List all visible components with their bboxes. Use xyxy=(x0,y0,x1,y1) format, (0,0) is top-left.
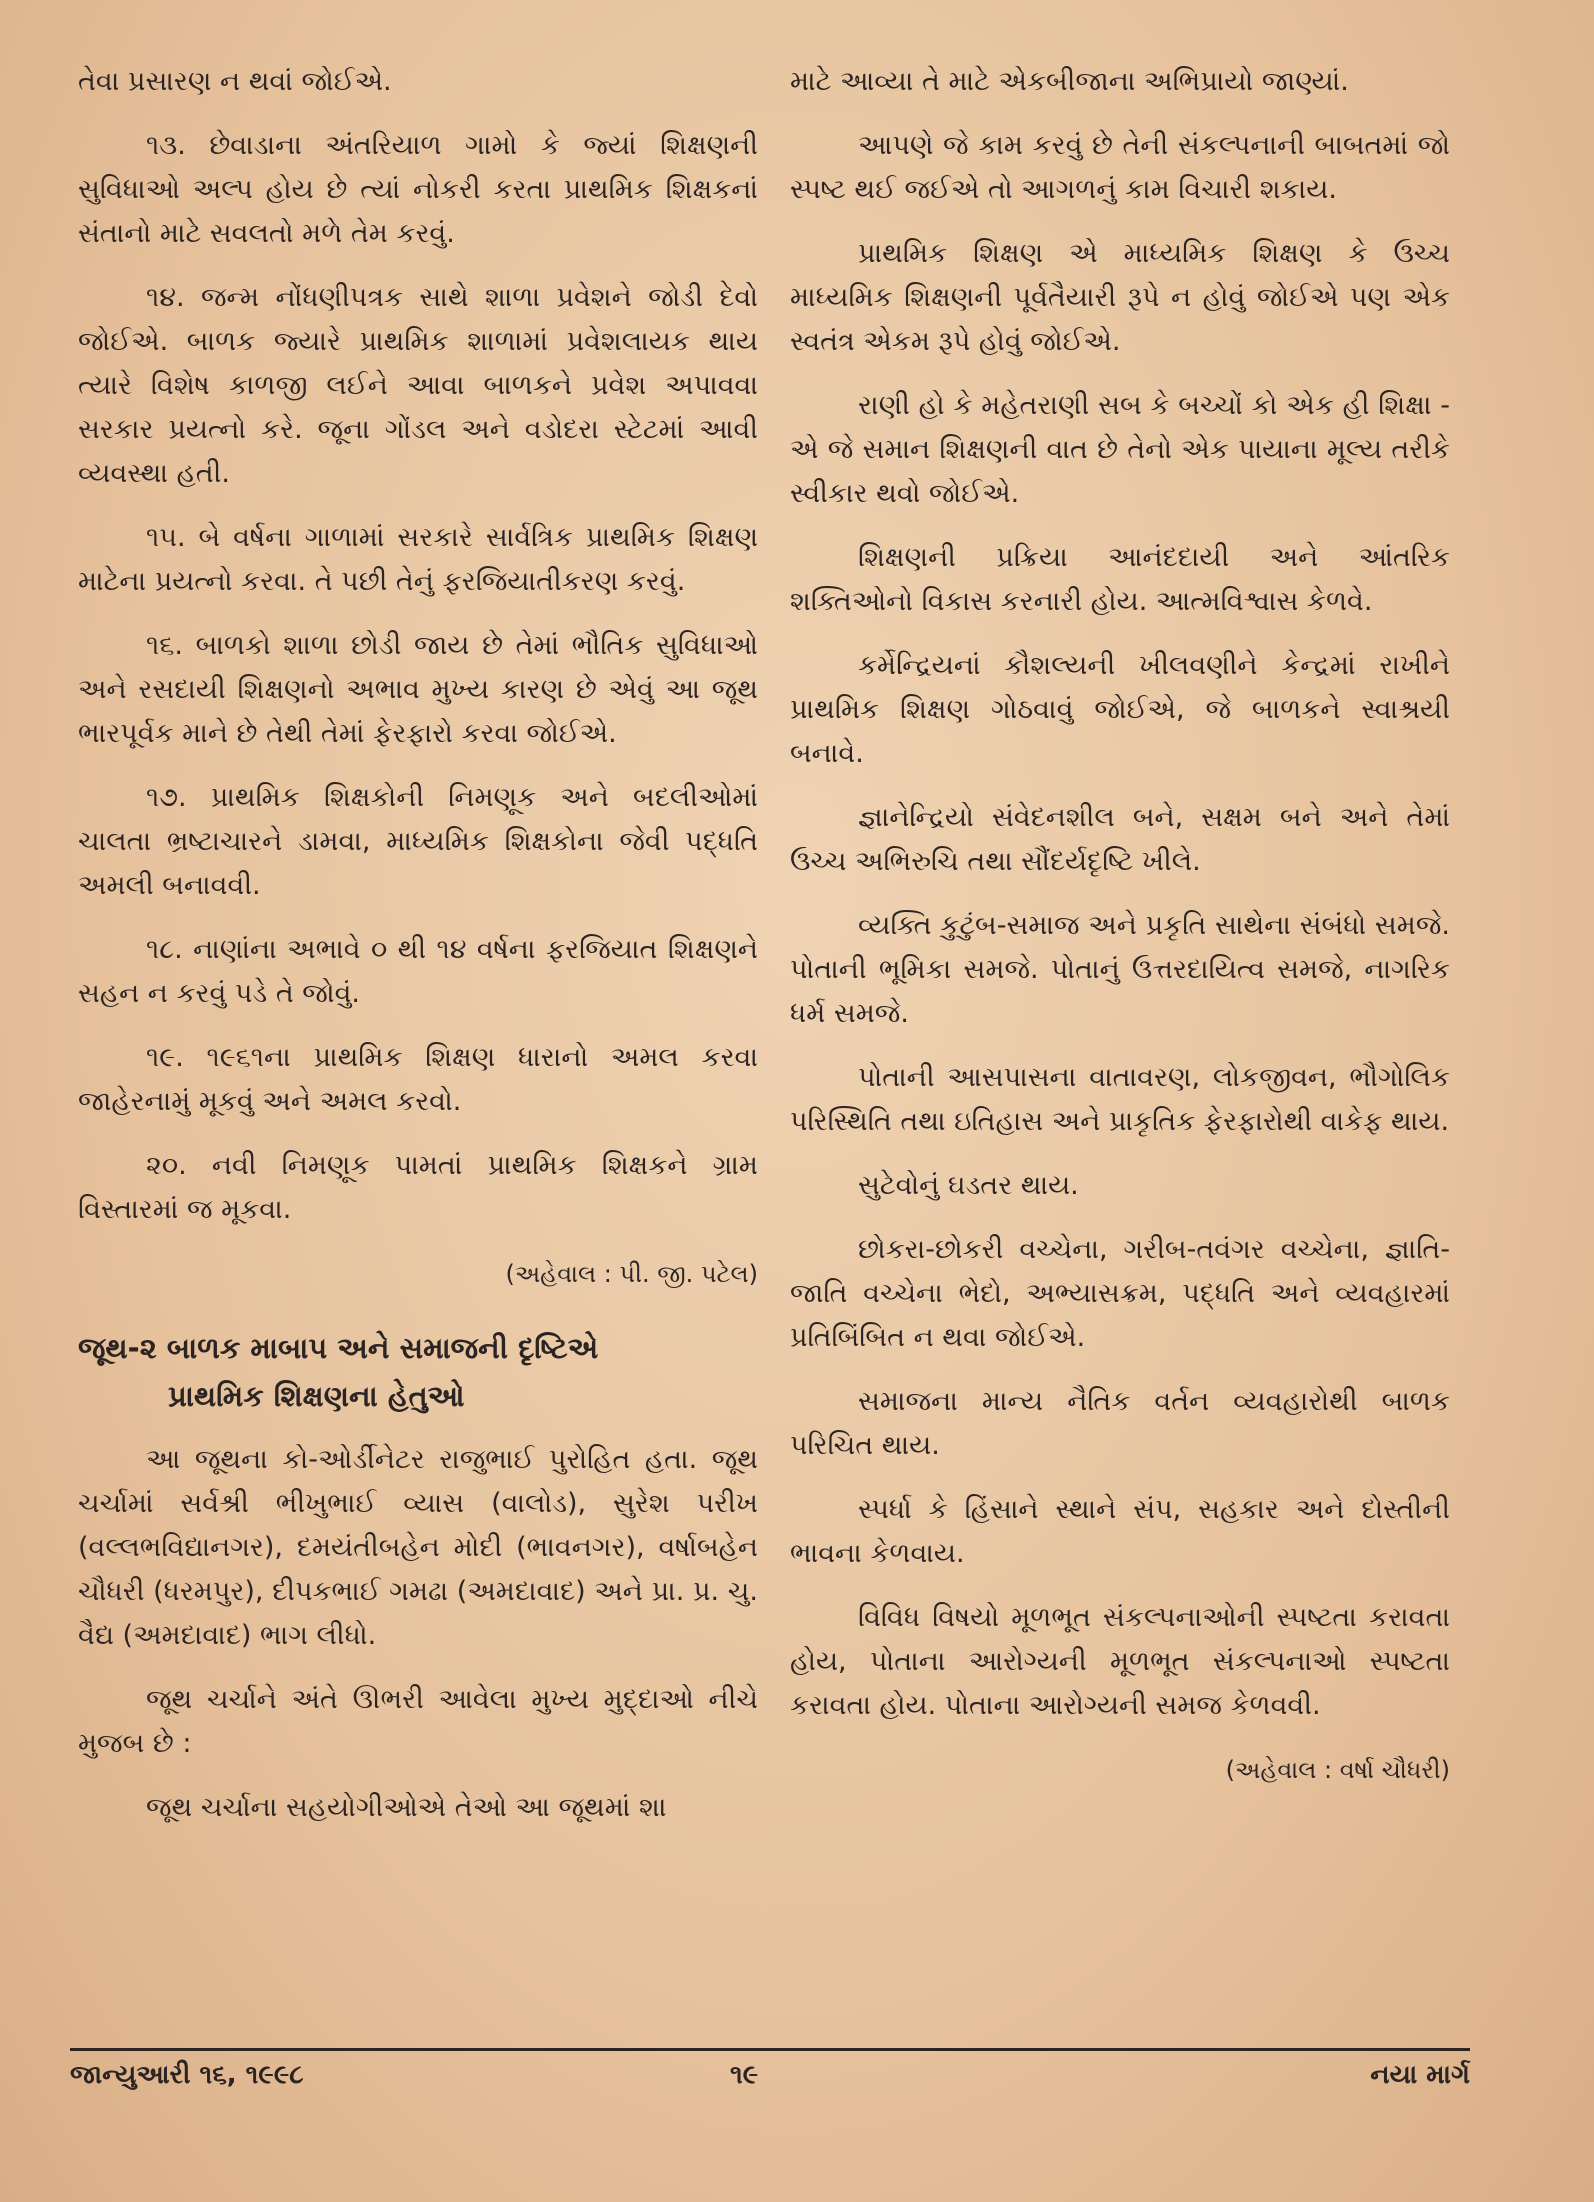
footer-date: જાન્યુઆરી ૧૬, ૧૯૯૮ xyxy=(70,2060,304,2090)
page-footer xyxy=(70,2060,1470,2100)
paragraph: કર્મેન્દ્રિયનાં કૌશલ્યની ખીલવણીને કેન્દ્રમાં રાખીને પ્રાથમિક શિક્ષણ ગોઠવાવું જોઈએ, જે બાળકને સ્વાશ્રયી બનાવે. xyxy=(790,650,1450,769)
paragraph: રાણી હો કે મહેતરાણી સબ કે બચ્ચોં કો એક હી શિક્ષા - એ જે સમાન શિક્ષણની વાત છે તેનો એક પાયાના મૂલ્ય તરીકે સ્વીકાર થવો જોઈએ. xyxy=(790,390,1450,509)
paragraph: જૂથ ચર્ચાના સહયોગીઓએ તેઓ આ જૂથમાં શા xyxy=(146,1792,667,1823)
footer-divider xyxy=(70,2048,1470,2051)
paragraph: ૧૬. બાળકો શાળા છોડી જાય છે તેમાં ભૌતિક સુવિધાઓ અને રસદાયી શિક્ષણનો અભાવ મુખ્ય કારણ છે એવું આ જૂથ ભારપૂર્વક માને છે તેથી તેમાં ફેરફારો કરવા જોઈએ. xyxy=(78,630,758,749)
paragraph: ૧૭. પ્રાથમિક શિક્ષકોની નિમણૂક અને બદલીઓમાં ચાલતા ભ્રષ્ટાચારને ડામવા, માધ્યમિક શિક્ષકોના જેવી પદ્ધતિ અમલી બનાવવી. xyxy=(78,782,758,901)
section-heading xyxy=(78,1324,758,1420)
paragraph: ૧૫. બે વર્ષના ગાળામાં સરકારે સાર્વત્રિક પ્રાથમિક શિક્ષણ માટેના પ્રયત્નો કરવા. તે પછી તેનું ફરજિયાતીકરણ કરવું. xyxy=(78,522,758,597)
paragraph: આપણે જે કામ કરવું છે તેની સંકલ્પનાની બાબતમાં જો સ્પષ્ટ થઈ જઈએ તો આગળનું કામ વિચારી શકાય. xyxy=(790,130,1450,205)
left-column xyxy=(78,60,758,1850)
paragraph: વ્યક્તિ કુટુંબ-સમાજ અને પ્રકૃતિ સાથેના સંબંધો સમજે. પોતાની ભૂમિકા સમજે. પોતાનું ઉત્તરદાયિત્વ સમજે, નાગરિક ધર્મ સમજે. xyxy=(790,910,1450,1029)
section-heading-line2: પ્રાથમિક શિક્ષણના હેતુઓ xyxy=(168,1379,465,1413)
paragraph: ૨૦. નવી નિમણૂક પામતાં પ્રાથમિક શિક્ષકને ગ્રામ વિસ્તારમાં જ મૂકવા. xyxy=(78,1150,758,1225)
paragraph: ૧૩. છેવાડાના અંતરિયાળ ગામો કે જ્યાં શિક્ષણની સુવિધાઓ અલ્પ હોય છે ત્યાં નોકરી કરતા પ્રાથમિક શિક્ષકનાં સંતાનો માટે સવલતો મળે તેમ કરવું. xyxy=(78,130,758,249)
paragraph: માટે આવ્યા તે માટે એકબીજાના અભિપ્રાયો જાણ્યાં. xyxy=(790,66,1349,97)
paragraph: પોતાની આસપાસના વાતાવરણ, લોકજીવન, ભૌગોલિક પરિસ્થિતિ તથા ઇતિહાસ અને પ્રાકૃતિક ફેરફારોથી વાકેફ થાય. xyxy=(790,1062,1450,1137)
report-credit: (અહેવાલ : પી. જી. પટેલ) xyxy=(505,1260,758,1288)
paragraph: છોકરા-છોકરી વચ્ચેના, ગરીબ-તવંગર વચ્ચેના, જ્ઞાતિ-જાતિ વચ્ચેના ભેદો, અભ્યાસક્રમ, પદ્ધતિ અને વ્યવહારમાં પ્રતિબિંબિત ન થવા જોઈએ. xyxy=(790,1234,1450,1353)
paragraph: જૂથ ચર્ચાને અંતે ઊભરી આવેલા મુખ્ય મુદ્દાઓ નીચે મુજબ છે : xyxy=(78,1684,758,1759)
right-column xyxy=(790,60,1450,1812)
paragraph: જ્ઞાનેન્દ્રિયો સંવેદનશીલ બને, સક્ષમ બને અને તેમાં ઉચ્ચ અભિરુચિ તથા સૌંદર્યદૃષ્ટિ ખીલે. xyxy=(790,802,1450,877)
paragraph: સ્પર્ધા કે હિંસાને સ્થાને સંપ, સહકાર અને દોસ્તીની ભાવના કેળવાય. xyxy=(790,1494,1450,1569)
paragraph: સમાજના માન્ય નૈતિક વર્તન વ્યવહારોથી બાળક પરિચિત થાય. xyxy=(790,1386,1450,1461)
paragraph: તેવા પ્રસારણ ન થવાં જોઈએ. xyxy=(78,66,392,97)
page-number: ૧૯ xyxy=(730,2060,759,2090)
report-credit: (અહેવાલ : વર્ષા ચૌધરી) xyxy=(1225,1756,1450,1784)
paragraph: આ જૂથના કો-ઓર્ડીનેટર રાજુભાઈ પુરોહિત હતા. જૂથ ચર્ચામાં સર્વશ્રી ભીખુભાઈ વ્યાસ (વાલોડ), સુરેશ પરીખ (વલ્લભવિદ્યાનગર), દમયંતીબહેન મોદી (ભાવનગર), વર્ષાબહેન ચૌધરી (ધરમપુર), દીપકભાઈ ગમઢા (અમદાવાદ) અને પ્રા. પ્ર. ચુ. વૈદ્ય (અમદાવાદ) ભાગ લીધો. xyxy=(78,1444,758,1651)
paragraph: શિક્ષણની પ્રક્રિયા આનંદદાયી અને આંતરિક શક્તિઓનો વિકાસ કરનારી હોય. આત્મવિશ્વાસ કેળવે. xyxy=(790,542,1450,617)
paragraph: ૧૮. નાણાંના અભાવે ૦ થી ૧૪ વર્ષના ફરજિયાત શિક્ષણને સહન ન કરવું પડે તે જોવું. xyxy=(78,934,758,1009)
paragraph: ૧૯. ૧૯૬૧ના પ્રાથમિક શિક્ષણ ધારાનો અમલ કરવા જાહેરનામું મૂકવું અને અમલ કરવો. xyxy=(78,1042,758,1117)
paragraph: સુટેવોનું ઘડતર થાય. xyxy=(858,1170,1079,1201)
paragraph: ૧૪. જન્મ નોંધણીપત્રક સાથે શાળા પ્રવેશને જોડી દેવો જોઈએ. બાળક જ્યારે પ્રાથમિક શાળામાં પ્રવેશલાયક થાય ત્યારે વિશેષ કાળજી લઈને આવા બાળકને પ્રવેશ અપાવવા સરકાર પ્રયત્નો કરે. જૂના ગોંડલ અને વડોદરા સ્ટેટમાં આવી વ્યવસ્થા હતી. xyxy=(78,282,758,489)
publication-name: નયા માર્ગ xyxy=(1370,2060,1470,2090)
paragraph: વિવિધ વિષયો મૂળભૂત સંકલ્પનાઓની સ્પષ્ટતા કરાવતા હોય, પોતાના આરોગ્યની મૂળભૂત સંકલ્પનાઓ સ્પષ્ટતા કરાવતા હોય. પોતાના આરોગ્યની સમજ કેળવવી. xyxy=(790,1602,1450,1721)
section-heading-line1: જૂથ-૨ બાળક માબાપ અને સમાજની દૃષ્ટિએ xyxy=(78,1331,599,1365)
paragraph: પ્રાથમિક શિક્ષણ એ માધ્યમિક શિક્ષણ કે ઉચ્ચ માધ્યમિક શિક્ષણની પૂર્વતૈયારી રૂપે ન હોવું જોઈએ પણ એક સ્વતંત્ર એકમ રૂપે હોવું જોઈએ. xyxy=(790,238,1450,357)
